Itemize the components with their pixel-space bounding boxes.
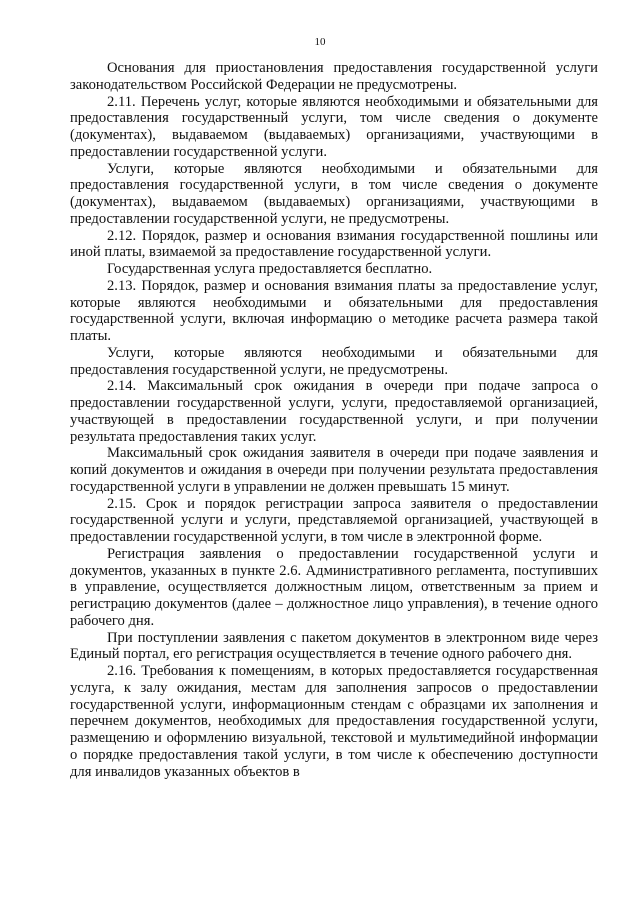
paragraph-2-14-body: Максимальный срок ожидания заявителя в очереди при подаче заявления и копий документов и ожидания в очереди при получении результата предоставления государственной услуги в управлении не должен превышать 15 минут.	[70, 445, 598, 495]
paragraph-2-13-body: Услуги, которые являются необходимыми и обязательными для предоставления государственной услуги, не предусмотрены.	[70, 344, 598, 378]
paragraph-2-12-heading: 2.12. Порядок, размер и основания взимания государственной пошлины или иной платы, взимаемой за предоставление государственной услуги.	[70, 227, 598, 261]
paragraph-2-12-body: Государственная услуга предоставляется бесплатно.	[107, 261, 433, 277]
paragraph-2-11-body: Услуги, которые являются необходимыми и обязательными для предоставления государственной услуги, в том числе сведения о документе (документах), выдаваемом (выдаваемых) организациями, участвующими в предоставлении государственной услуги, не предусмотрены.	[70, 160, 598, 227]
paragraph-2-15-registration: Регистрация заявления о предоставлении государственной услуги и документов, указанных в пункте 2.6. Административного регламента, поступивших в управление, осуществляется должностным лицом, ответственным за прием и регистрацию документов (далее – должностное лицо управления), в течение одного рабочего дня.	[70, 545, 598, 629]
paragraph-2-15-electronic: При поступлении заявления с пакетом документов в электронном виде через Единый портал, его регистрация осуществляется в течение одного рабочего дня.	[70, 629, 598, 663]
document-body	[70, 60, 598, 780]
paragraph-2-11-heading: 2.11. Перечень услуг, которые являются необходимыми и обязательными для предоставления государственный услуги, том числе сведения о документе (документах), выдаваемом (выдаваемых) организациями, участвующими в предоставлении государственной услуги.	[70, 93, 598, 160]
paragraph-2-16-heading: 2.16. Требования к помещениям, в которых предоставляется государственная услуга, к залу ожидания, местам для заполнения запросов о предоставлении государственной услуги, информационным стендам с образцами их заполнения и перечнем документов, необходимых для предоставления государственной услуги, размещению и оформлению визуальной, текстовой и мультимедийной информации о порядке предоставления такой услуги, в том числе к обеспечению доступности для инвалидов указанных объектов в	[70, 663, 598, 780]
page-number: 10	[314, 36, 326, 48]
paragraph-2-14-heading: 2.14. Максимальный срок ожидания в очереди при подаче запроса о предоставлении государственной услуги, услуги, предоставляемой организацией, участвующей в предоставлении государственной услуги, и при получении результата предоставления таких услуг.	[70, 378, 598, 445]
paragraph-suspension-grounds: Основания для приостановления предоставления государственной услуги законодательством Российской Федерации не предусмотрены.	[70, 60, 598, 93]
paragraph-2-15-heading: 2.15. Срок и порядок регистрации запроса заявителя о предоставлении государственной услуги и услуги, представляемой организацией, участвующей в предоставлении государственной услуги, в том числе в электронной форме.	[70, 495, 598, 545]
paragraph-2-13-heading: 2.13. Порядок, размер и основания взимания платы за предоставление услуг, которые являются необходимыми и обязательными для предоставления государственной услуги, включая информацию о методике расчета размера такой платы.	[70, 277, 598, 344]
